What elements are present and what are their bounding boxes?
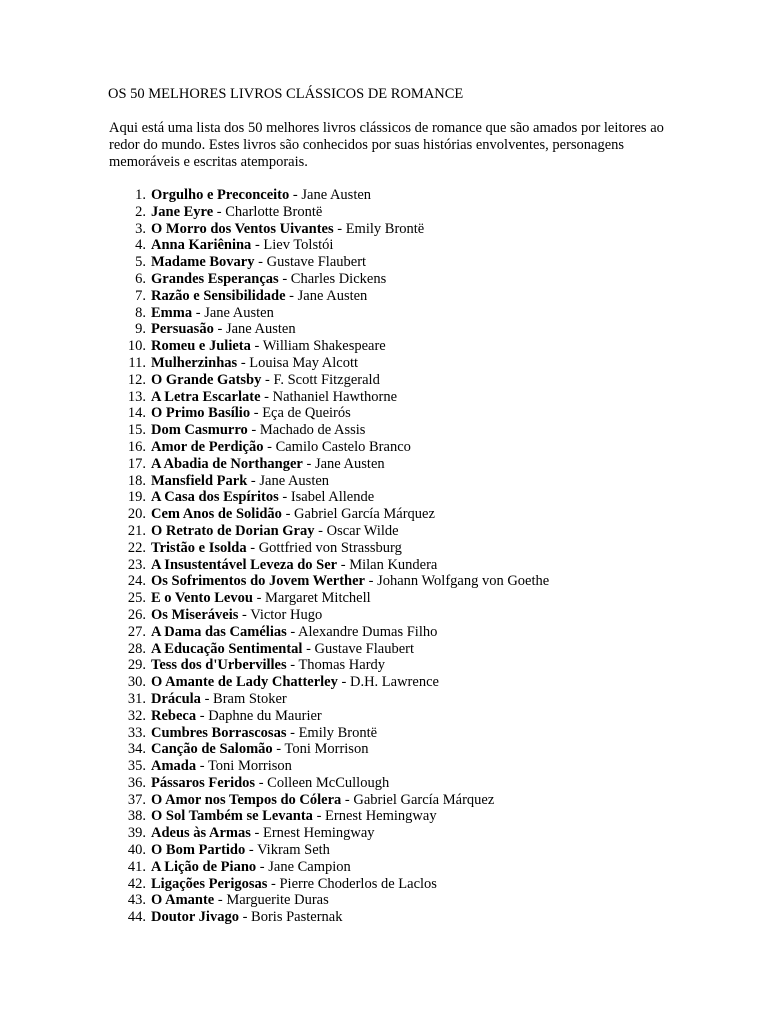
- book-title: Os Miseráveis: [151, 606, 239, 623]
- list-item-text: [151, 842, 330, 859]
- separator: -: [312, 808, 326, 825]
- list-item-number: 22.: [127, 539, 146, 556]
- list-item-text: [151, 473, 329, 490]
- list-item-text: [151, 456, 385, 473]
- list-item: [109, 792, 709, 809]
- list-item: [109, 305, 709, 322]
- list-item-text: [151, 405, 351, 422]
- book-title: Doutor Jivago: [151, 909, 239, 926]
- list-item: [109, 321, 709, 338]
- separator: -: [250, 338, 263, 355]
- book-title: Cumbres Borrascosas: [151, 724, 287, 741]
- book-title: Mulherzinhas: [151, 354, 238, 371]
- list-item: [109, 473, 709, 490]
- book-title: Pássaros Feridos: [151, 774, 256, 791]
- book-title: O Bom Partido: [151, 842, 246, 859]
- book-author: Milan Kundera: [349, 556, 438, 573]
- list-item-text: [151, 489, 374, 506]
- list-item-text: [151, 237, 333, 254]
- list-item: [109, 808, 709, 825]
- list-item-text: [151, 338, 386, 355]
- book-title: Amor de Perdição: [151, 438, 264, 455]
- book-author: Jane Campion: [268, 858, 351, 875]
- list-item-text: [151, 355, 358, 372]
- list-item-number: 23.: [127, 556, 146, 573]
- book-author: F. Scott Fitzgerald: [273, 371, 380, 388]
- separator: -: [255, 774, 268, 791]
- book-title: O Retrato de Dorian Gray: [151, 522, 315, 539]
- list-item: [109, 187, 709, 204]
- book-author: Jane Austen: [301, 187, 372, 203]
- list-item-text: [151, 422, 365, 439]
- list-item-text: [151, 775, 389, 792]
- list-item: [109, 456, 709, 473]
- separator: -: [261, 371, 274, 388]
- book-author: Isabel Allende: [290, 489, 375, 506]
- list-item-text: [151, 641, 414, 658]
- book-title: A Educação Sentimental: [151, 640, 303, 657]
- separator: -: [238, 606, 251, 623]
- list-item-number: 26.: [127, 606, 146, 623]
- list-item-number: 32.: [127, 707, 146, 724]
- list-item-number: 41.: [127, 858, 146, 875]
- book-author: Alexandre Dumas Filho: [298, 623, 438, 640]
- list-item-number: 27.: [127, 623, 146, 640]
- list-item-text: [151, 506, 435, 523]
- list-item-text: [151, 321, 296, 338]
- list-item-number: 30.: [127, 674, 146, 691]
- book-title: Os Sofrimentos do Jovem Werther: [151, 573, 365, 590]
- separator: -: [289, 187, 302, 203]
- separator: -: [214, 892, 227, 909]
- separator: -: [252, 590, 266, 607]
- list-item: [109, 641, 709, 658]
- separator: -: [247, 472, 260, 489]
- book-author: Oscar Wilde: [326, 522, 399, 539]
- list-item: [109, 624, 709, 641]
- list-item-number: 1.: [135, 187, 146, 203]
- book-title: O Amante: [151, 892, 215, 909]
- separator: -: [364, 573, 378, 590]
- list-item-number: 43.: [127, 892, 146, 909]
- list-item: [109, 573, 709, 590]
- book-title: Tristão e Isolda: [151, 539, 247, 556]
- list-item: [109, 355, 709, 372]
- list-item-text: [151, 590, 371, 607]
- book-title: O Amor nos Tempos do Cólera: [151, 791, 342, 808]
- book-author: Louisa May Alcott: [249, 354, 359, 371]
- list-item-number: 29.: [127, 657, 146, 674]
- list-item-text: [151, 372, 380, 389]
- list-item-text: [151, 825, 375, 842]
- separator: -: [246, 539, 259, 556]
- book-author: Emily Brontë: [345, 220, 425, 237]
- book-title: O Sol Também se Levanta: [151, 808, 313, 825]
- list-item: [109, 372, 709, 389]
- list-item-number: 10.: [127, 338, 146, 355]
- book-title: A Dama das Camélias: [151, 623, 287, 640]
- book-title: E o Vento Levou: [151, 590, 253, 607]
- list-item: [109, 221, 709, 238]
- list-item: [109, 691, 709, 708]
- separator: -: [286, 724, 299, 741]
- book-title: Drácula: [151, 690, 201, 707]
- book-title: Razão e Sensibilidade: [151, 287, 286, 304]
- list-item-number: 18.: [127, 472, 146, 489]
- list-item-number: 36.: [127, 774, 146, 791]
- separator: -: [200, 690, 214, 707]
- book-title: Amada: [151, 758, 197, 775]
- list-item-text: [151, 624, 437, 641]
- list-item-text: [151, 892, 329, 909]
- book-author: Gustave Flaubert: [314, 640, 415, 657]
- intro-paragraph: Aqui está uma lista dos 50 melhores livros clássicos de romance que são amados por leitores ao redor do mundo. Estes livros são conhecidos por suas histórias envolventes, personagens memoráveis e escritas atemporais.: [109, 120, 664, 170]
- book-title: Rebeca: [151, 707, 197, 724]
- list-item-number: 5.: [135, 254, 146, 271]
- list-item-number: 13.: [127, 388, 146, 405]
- separator: -: [286, 657, 299, 674]
- list-item-text: [151, 741, 368, 758]
- separator: -: [285, 287, 298, 304]
- list-item: [109, 708, 709, 725]
- separator: -: [247, 422, 260, 439]
- list-item-text: [151, 909, 342, 926]
- list-item-text: [151, 792, 494, 809]
- book-author: Gabriel García Márquez: [353, 791, 495, 808]
- book-author: Liev Tolstói: [263, 237, 334, 254]
- list-item-number: 2.: [135, 203, 146, 220]
- list-item-text: [151, 758, 292, 775]
- list-item: [109, 523, 709, 540]
- list-item: [109, 389, 709, 406]
- book-author: Eça de Queirós: [262, 405, 351, 422]
- list-item: [109, 288, 709, 305]
- book-title: Orgulho e Preconceito: [151, 187, 290, 203]
- book-title: O Amante de Lady Chatterley: [151, 674, 338, 691]
- book-author: Gabriel García Márquez: [294, 506, 435, 523]
- list-item-text: [151, 725, 377, 742]
- list-item-number: 25.: [127, 590, 146, 607]
- book-title: Jane Eyre: [151, 203, 214, 220]
- list-item: [109, 775, 709, 792]
- list-item: [109, 842, 709, 859]
- list-item-number: 38.: [127, 808, 146, 825]
- book-author: Marguerite Duras: [226, 892, 329, 909]
- separator: -: [237, 354, 250, 371]
- list-item-text: [151, 557, 437, 574]
- book-title: Romeu e Julieta: [151, 338, 251, 355]
- book-author: Bram Stoker: [213, 690, 287, 707]
- book-title: O Grande Gatsby: [151, 371, 262, 388]
- list-item: [109, 204, 709, 221]
- book-title: Mansfield Park: [151, 472, 248, 489]
- list-item-number: 31.: [127, 690, 146, 707]
- list-item-number: 4.: [135, 237, 146, 254]
- list-item: [109, 540, 709, 557]
- book-author: Charlotte Brontë: [225, 203, 323, 220]
- list-item-text: [151, 859, 351, 876]
- separator: -: [281, 506, 295, 523]
- book-author: Toni Morrison: [284, 741, 369, 758]
- list-item-number: 21.: [127, 522, 146, 539]
- list-item-text: [151, 691, 287, 708]
- list-item-number: 15.: [127, 422, 146, 439]
- list-item-text: [151, 288, 367, 305]
- book-author: Jane Austen: [259, 472, 330, 489]
- book-author: Jane Austen: [297, 287, 368, 304]
- list-item-number: 8.: [135, 304, 146, 321]
- list-item: [109, 825, 709, 842]
- list-item-text: [151, 808, 437, 825]
- book-author: Jane Austen: [225, 321, 296, 338]
- separator: -: [337, 674, 350, 691]
- book-title: Emma: [151, 304, 193, 321]
- separator: -: [250, 405, 263, 422]
- separator: -: [314, 522, 327, 539]
- separator: -: [254, 254, 267, 271]
- book-author: Johann Wolfgang von Goethe: [377, 573, 550, 590]
- list-item: [109, 758, 709, 775]
- separator: -: [341, 791, 354, 808]
- list-item: [109, 271, 709, 288]
- separator: -: [286, 623, 299, 640]
- list-item-text: [151, 708, 322, 725]
- separator: -: [263, 438, 276, 455]
- book-title: Madame Bovary: [151, 254, 255, 271]
- book-author: Jane Austen: [204, 304, 274, 321]
- book-list: [109, 187, 709, 926]
- list-item-number: 17.: [127, 455, 146, 472]
- book-author: Camilo Castelo Branco: [275, 438, 411, 455]
- book-author: Toni Morrison: [207, 758, 292, 775]
- list-item: [109, 405, 709, 422]
- list-item-number: 16.: [127, 438, 146, 455]
- list-item: [109, 237, 709, 254]
- book-title: Grandes Esperanças: [151, 270, 279, 287]
- list-item-text: [151, 657, 385, 674]
- list-item: [109, 254, 709, 271]
- list-item: [109, 657, 709, 674]
- separator: -: [278, 270, 291, 287]
- book-author: William Shakespeare: [262, 338, 386, 355]
- book-title: Canção de Salomão: [151, 741, 273, 758]
- list-item: [109, 741, 709, 758]
- separator: -: [302, 455, 315, 472]
- separator: -: [238, 909, 252, 926]
- list-item-text: [151, 523, 399, 540]
- list-item-text: [151, 187, 371, 204]
- list-item-number: 24.: [127, 573, 146, 590]
- book-author: Vikram Seth: [257, 842, 330, 859]
- list-item: [109, 725, 709, 742]
- list-item: [109, 338, 709, 355]
- list-item-text: [151, 389, 397, 406]
- list-item-number: 40.: [127, 842, 146, 859]
- separator: -: [213, 321, 226, 338]
- book-title: O Primo Basílio: [151, 405, 251, 422]
- list-item-text: [151, 540, 402, 557]
- list-item: [109, 859, 709, 876]
- list-item-text: [151, 876, 437, 893]
- separator: -: [267, 875, 280, 892]
- list-item: [109, 422, 709, 439]
- separator: -: [196, 707, 209, 724]
- separator: -: [260, 388, 273, 405]
- book-author: Machado de Assis: [259, 422, 366, 439]
- book-title: Tess dos d'Urbervilles: [151, 657, 287, 674]
- list-item-number: 7.: [135, 287, 146, 304]
- separator: -: [278, 489, 291, 506]
- book-author: Emily Brontë: [298, 724, 378, 741]
- book-title: Anna Kariênina: [151, 237, 252, 254]
- book-author: Ernest Hemingway: [263, 825, 375, 842]
- list-item: [109, 439, 709, 456]
- list-item-number: 42.: [127, 875, 146, 892]
- separator: -: [251, 237, 264, 254]
- list-item-text: [151, 439, 411, 456]
- list-item-text: [151, 271, 386, 288]
- list-item-number: 12.: [127, 371, 146, 388]
- book-title: O Morro dos Ventos Uivantes: [151, 220, 334, 237]
- list-item-number: 3.: [135, 220, 146, 237]
- list-item: [109, 909, 709, 926]
- list-item-number: 20.: [127, 506, 146, 523]
- list-item: [109, 607, 709, 624]
- book-title: Persuasão: [151, 321, 214, 338]
- book-title: Ligações Perigosas: [151, 875, 268, 892]
- list-item: [109, 489, 709, 506]
- book-author: Pierre Choderlos de Laclos: [279, 875, 437, 892]
- list-item: [109, 674, 709, 691]
- separator: -: [272, 741, 285, 758]
- book-author: Daphne du Maurier: [208, 707, 322, 724]
- book-author: Gustave Flaubert: [266, 254, 367, 271]
- separator: -: [250, 825, 263, 842]
- list-item-number: 19.: [127, 489, 146, 506]
- list-item-text: [151, 607, 322, 624]
- list-item-text: [151, 204, 322, 221]
- list-item-text: [151, 573, 549, 590]
- separator: -: [256, 858, 269, 875]
- book-title: A Letra Escarlate: [151, 388, 261, 405]
- list-item-text: [151, 305, 274, 322]
- book-author: Boris Pasternak: [251, 909, 343, 926]
- list-item: [109, 892, 709, 909]
- list-item: [109, 506, 709, 523]
- book-title: A Insustentável Leveza do Ser: [151, 556, 338, 573]
- list-item-number: 39.: [127, 825, 146, 842]
- separator: -: [302, 640, 315, 657]
- list-item: [109, 876, 709, 893]
- list-item-text: [151, 254, 366, 271]
- book-author: Colleen McCullough: [267, 774, 390, 791]
- list-item-number: 11.: [128, 354, 146, 371]
- book-author: Ernest Hemingway: [325, 808, 437, 825]
- book-author: Margaret Mitchell: [265, 590, 371, 607]
- document-title: OS 50 MELHORES LIVROS CLÁSSICOS DE ROMANCE: [108, 86, 464, 102]
- book-author: Victor Hugo: [250, 606, 323, 623]
- list-item-number: 9.: [135, 321, 146, 338]
- separator: -: [213, 203, 226, 220]
- book-title: Cem Anos de Solidão: [151, 506, 282, 523]
- book-title: A Lição de Piano: [151, 858, 257, 875]
- book-author: D.H. Lawrence: [349, 674, 439, 691]
- list-item-number: 34.: [127, 741, 146, 758]
- separator: -: [245, 842, 258, 859]
- separator: -: [192, 304, 205, 321]
- list-item-number: 37.: [127, 791, 146, 808]
- list-item: [109, 557, 709, 574]
- list-item-number: 6.: [135, 270, 146, 287]
- list-item-text: [151, 221, 424, 238]
- list-item-number: 35.: [127, 758, 146, 775]
- book-author: Gottfried von Strassburg: [258, 539, 402, 556]
- list-item-number: 44.: [127, 909, 146, 926]
- separator: -: [333, 220, 346, 237]
- book-title: A Abadia de Northanger: [151, 455, 303, 472]
- list-item-text: [151, 674, 439, 691]
- book-author: Charles Dickens: [290, 270, 387, 287]
- book-author: Nathaniel Hawthorne: [272, 388, 398, 405]
- book-title: Dom Casmurro: [151, 422, 248, 439]
- book-title: Adeus às Armas: [151, 825, 251, 842]
- list-item: [109, 590, 709, 607]
- list-item-number: 14.: [127, 405, 146, 422]
- separator: -: [337, 556, 350, 573]
- book-author: Thomas Hardy: [298, 657, 386, 674]
- book-author: Jane Austen: [314, 455, 385, 472]
- separator: -: [196, 758, 208, 775]
- book-title: A Casa dos Espíritos: [151, 489, 279, 506]
- list-item-number: 33.: [127, 724, 146, 741]
- list-item-number: 28.: [127, 640, 146, 657]
